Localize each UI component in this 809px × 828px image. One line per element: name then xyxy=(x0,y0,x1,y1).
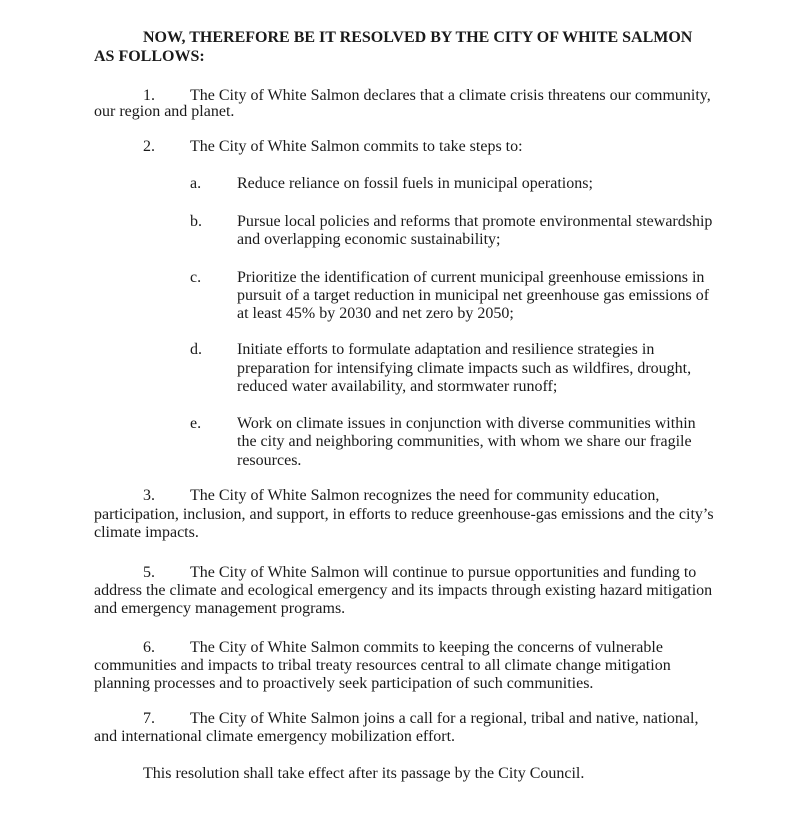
clause-line: The City of White Salmon recognizes the need for community education, xyxy=(190,487,660,504)
clause-number: 5. xyxy=(143,564,155,581)
subclause-letter: c. xyxy=(190,269,202,286)
subclause-line: pursuit of a target reduction in municipal net greenhouse gas emissions of xyxy=(237,287,710,304)
clause-number: 7. xyxy=(143,710,155,727)
clause-line: planning processes and to proactively seek participation of such communities. xyxy=(94,675,594,692)
clause-line: The City of White Salmon will continue to pursue opportunities and funding to xyxy=(190,564,697,581)
subclause-line: reduced water availability, and stormwater runoff; xyxy=(237,378,558,395)
subclause-line: resources. xyxy=(237,452,302,469)
heading-line: AS FOLLOWS: xyxy=(94,48,205,65)
heading-line: NOW, THEREFORE BE IT RESOLVED BY THE CITY OF WHITE SALMON xyxy=(143,29,693,46)
subclause-line: Reduce reliance on fossil fuels in municipal operations; xyxy=(237,175,593,192)
clause-line: participation, inclusion, and support, in efforts to reduce greenhouse-gas emissions and the city’s xyxy=(94,506,714,523)
subclause-line: the city and neighboring communities, with whom we share our fragile xyxy=(237,433,692,450)
clause-line: The City of White Salmon commits to take steps to: xyxy=(190,138,523,155)
clause-line: climate impacts. xyxy=(94,524,199,541)
subclause-line: at least 45% by 2030 and net zero by 2050; xyxy=(237,305,514,322)
subclause-letter: e. xyxy=(190,415,202,432)
clause-number: 1. xyxy=(143,87,155,104)
subclause-letter: a. xyxy=(190,175,202,192)
subclause-line: Initiate efforts to formulate adaptation and resilience strategies in xyxy=(237,341,655,358)
subclause-letter: b. xyxy=(190,213,202,230)
clause-number: 6. xyxy=(143,639,155,656)
clause-line: and emergency management programs. xyxy=(94,600,346,617)
subclause-line: Pursue local policies and reforms that promote environmental stewardship xyxy=(237,213,713,230)
clause-line: The City of White Salmon joins a call for a regional, tribal and native, national, xyxy=(190,710,699,727)
subclause-line: Prioritize the identification of current municipal greenhouse emissions in xyxy=(237,269,705,286)
clause-line: address the climate and ecological emergency and its impacts through existing hazard mitigation xyxy=(94,582,713,599)
clause-line: The City of White Salmon declares that a climate crisis threatens our community, xyxy=(190,87,711,104)
subclause-line: preparation for intensifying climate impacts such as wildfires, drought, xyxy=(237,360,692,377)
clause-line: our region and planet. xyxy=(94,103,235,120)
clause-line: communities and impacts to tribal treaty resources central to all climate change mitigation xyxy=(94,657,671,674)
subclause-line: Work on climate issues in conjunction with diverse communities within xyxy=(237,415,696,432)
subclause-line: and overlapping economic sustainability; xyxy=(237,231,501,248)
clause-number: 2. xyxy=(143,138,155,155)
subclause-letter: d. xyxy=(190,341,202,358)
clause-line: and international climate emergency mobilization effort. xyxy=(94,728,456,745)
closing-statement: This resolution shall take effect after its passage by the City Council. xyxy=(143,765,585,782)
clause-number: 3. xyxy=(143,487,155,504)
clause-line: The City of White Salmon commits to keeping the concerns of vulnerable xyxy=(190,639,663,656)
